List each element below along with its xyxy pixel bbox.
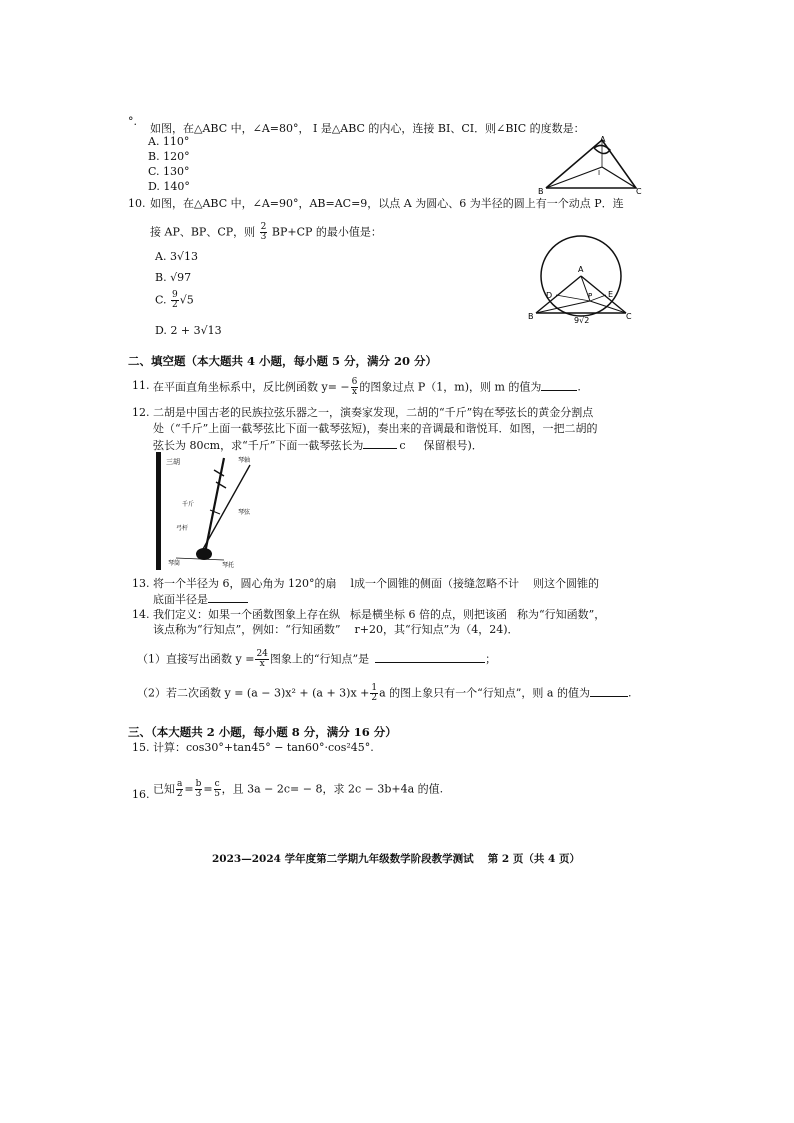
q9-option-c: C. 130° [148,165,190,178]
erhu-label-bottom2: 琴托 [222,562,235,569]
q9-stem: 如图，在△ABC 中，∠A=80°， I 是△ABC 的内心，连接 BI、CI．则∠BIC 的度数是： [150,122,585,135]
q14-1-fraction: $\frac{24}{x}$ [256,649,268,669]
q9-label-a: A [600,135,606,144]
q14-part1: （1）直接写出函数 y = $\frac{24}{x}$ 图象上的“行知点”是 ； [137,649,497,669]
q11-number: 11. [132,379,150,392]
q10-label-d: D [546,291,553,300]
q15-text: 计算：cos30°+tan45° − tan60°·cos²45°. [153,741,374,754]
q10-label-bottom: 9√2 [574,316,590,325]
q11-fraction: $\frac{6}{x}$ [351,377,358,397]
q13-line1: 将一个半径为 6，圆心角为 120°的扇 l成一个圆锥的侧面（接缝忽略不计 则这个圆锥的 [153,577,600,590]
q12-number: 12. [132,406,150,419]
q10-label-b: B [528,312,534,321]
q9-figure [538,134,646,196]
q14-2-fraction: $\frac{1}{2}$ [371,683,378,703]
erhu-label-bottom1: 琴筒 [168,560,181,567]
q12-line2: 处（“千斤”上面一截琴弦比下面一截琴弦短)，奏出来的音调最和谐悦耳．如图，一把二胡的 [153,422,598,435]
q9-option-a: A. 110° [148,135,190,148]
q13-line2: 底面半径是 [153,591,248,607]
page-footer: 2023—2024 学年度第二学期九年级数学阶段教学测试 第 2 页（共 4 页） [212,853,580,865]
q10-option-b: B. √97 [155,271,192,284]
q9-label-c: C [636,187,642,196]
q10-label-p: P [588,292,593,300]
q15-number: 15. [132,741,150,754]
q12-erhu-figure [154,450,274,572]
q14-part2: （2）若二次函数 y = (a − 3)x² + (a + 3)x + $\frac{1}{2}$ a 的图上象只有一个“行知点”，则 a 的值为 . [137,683,632,703]
q12-line3: 弦长为 80cm，求“千斤”下面一截琴弦长为 c 保留根号)． [153,439,483,452]
q10-option-d: D. 2 + 3√13 [155,324,222,337]
erhu-label-top: 琴轴 [238,457,251,464]
q11-text: 在平面直角坐标系中，反比例函数 y= − $\frac{6}{x}$ 的图象过点 P（1，m)，则 m 的值为 . [153,377,581,397]
q14-line2: 该点称为“行知点”，例如：“行知函数” r+20，其“行知点”为（4，24)． [153,623,519,636]
q14-line1: 我们定义：如果一个函数图象上存在纵 标是横坐标 6 倍的点，则把该函 称为“行知函数”， [153,608,606,621]
q9-option-d: D. 140° [148,180,190,193]
q9-label-i: I [598,169,601,177]
q14-2-answer-blank [590,685,628,697]
erhu-left-bar [156,452,161,570]
q12-line1: 二胡是中国古老的民族拉弦乐器之一，演奏家发现，二胡的“千斤”钩在琴弦长的黄金分割点 [153,406,594,419]
q14-1-answer-blank [375,651,485,663]
q9-triangle [546,140,636,188]
q10-number: 10. [128,197,146,210]
section-2-heading: 二、填空题（本大题共 4 小题，每小题 5 分，满分 20 分） [128,354,438,368]
q10-option-a: A. 3√13 [155,250,198,263]
section-3-heading: 三、（本大题共 2 小题，每小题 8 分，满分 16 分） [128,725,397,739]
q13-answer-blank [208,591,248,603]
q16-number: 16. [132,788,150,801]
q10-label-a: A [578,265,584,274]
erhu-label-mid2: 琴弦 [238,509,251,516]
q10-fraction: $\frac{2}{3}$ [260,222,267,242]
q10-option-c: C. $\frac{9}{2}$ √5 [155,290,194,310]
q12-answer-blank [363,437,397,449]
q9-number: °. [128,115,137,128]
q10-line2: 接 AP、BP、CP，则 $\frac{2}{3}$ BP+CP 的最小值是： [150,222,382,242]
q13-number: 13. [132,577,150,590]
q10-line1: 如图，在△ABC 中，∠A=90°，AB=AC=9，以点 A 为圆心、6 为半径的圆上有一个动点 P．连 [150,197,624,210]
q16-text: 已知 $\frac{a}{2}$ = $\frac{b}{3}$ = $\frac{c}{5}$ ，且 3a − 2c= − 8，求 2c − 3b+4a 的值. [153,779,444,799]
q10-figure [528,231,638,327]
q14-number: 14. [132,608,150,621]
q11-answer-blank [541,379,577,391]
q10-label-c: C [626,312,632,321]
erhu-label-mid1: 千斤 [182,501,195,508]
erhu-label-mid3: 弓杆 [176,525,189,532]
q10-label-e: E [608,290,614,299]
erhu-label-tl: 三胡 [166,458,180,466]
q9-label-b: B [538,187,544,196]
q9-option-b: B. 120° [148,150,190,163]
